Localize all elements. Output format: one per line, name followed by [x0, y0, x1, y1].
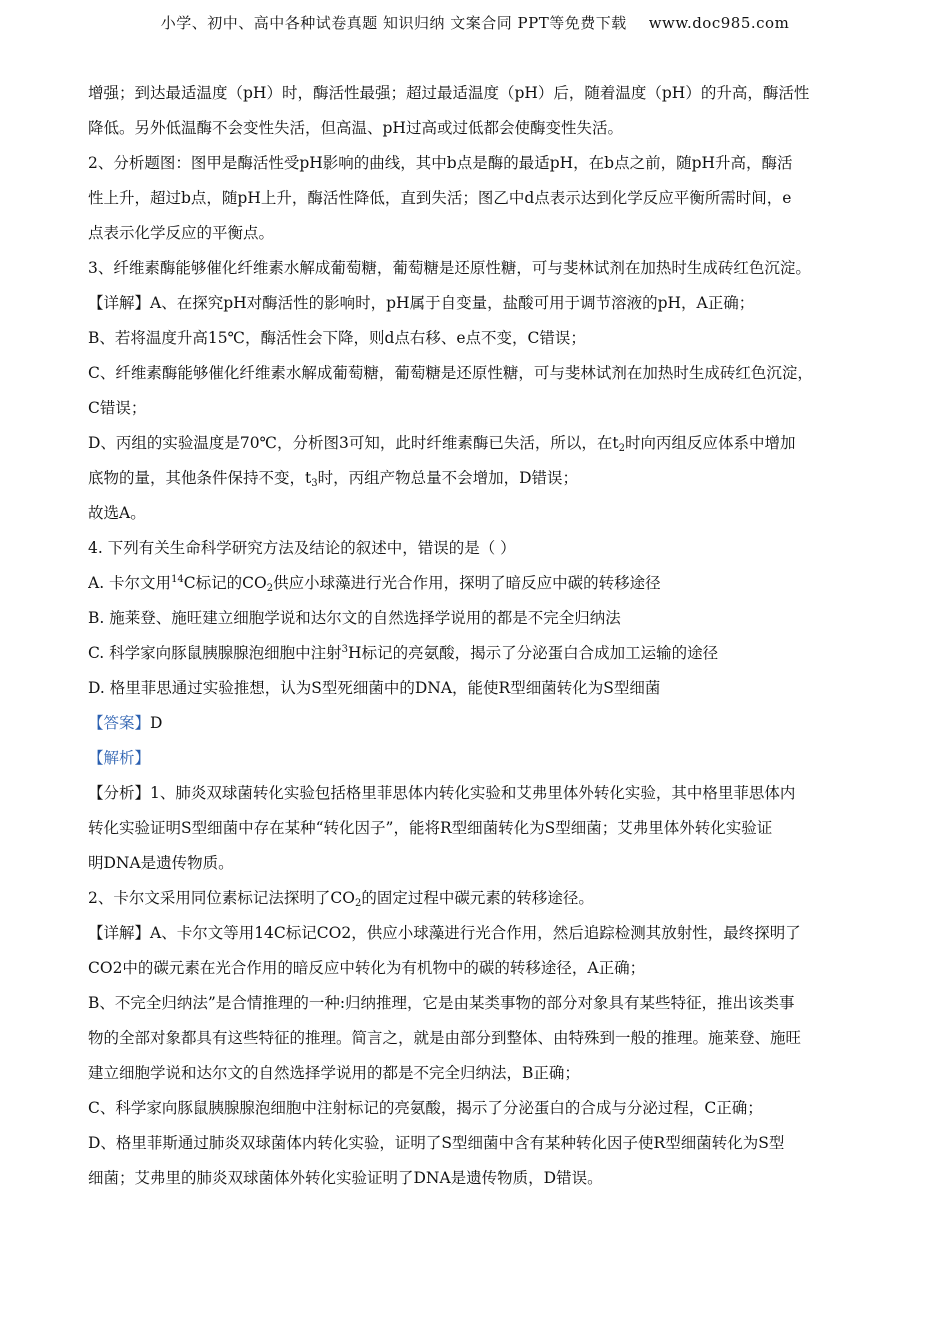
subscript: 2 — [618, 443, 625, 454]
superscript: 3 — [341, 644, 349, 655]
text-line: 性上升，超过b点，随pH上升，酶活性降低，直到失活；图乙中d点表示达到化学反应平衡所需时间，e — [88, 189, 792, 207]
text-line: C、科学家向豚鼠胰腺腺泡细胞中注射标记的亮氨酸，揭示了分泌蛋白的合成与分泌过程，C正确； — [88, 1099, 763, 1117]
text-line — [88, 426, 860, 461]
document-body — [88, 76, 860, 1196]
text-line: 【分析】1、肺炎双球菌转化实验包括格里菲思体内转化实验和艾弗里体外转化实验，其中格里菲思体内 — [88, 784, 796, 802]
option-a — [88, 566, 860, 601]
text-line: 故选A。 — [88, 504, 146, 522]
text-line: 增强；到达最适温度（pH）时，酶活性最强；超过最适温度（pH）后，随着温度（pH）的升高，酶活性 — [88, 84, 810, 102]
analysis-tag: 【解析】 — [88, 749, 151, 767]
text-segment: H标记的亮氨酸，揭示了分泌蛋白合成加工运输的途径 — [348, 644, 719, 662]
text-line: 3、纤维素酶能够催化纤维素水解成葡萄糖，葡萄糖是还原性糖，可与斐林试剂在加热时生成砖红色沉淀。 — [88, 259, 811, 277]
text-segment: 供应小球藻进行光合作用，探明了暗反应中碳的转移途径 — [273, 574, 661, 592]
header-site-link[interactable]: www.doc985.com — [648, 14, 790, 32]
text-line: B、若将温度升高15℃，酶活性会下降，则d点右移、e点不变，C错误； — [88, 329, 586, 347]
text-line — [88, 881, 860, 916]
option-b: B. 施莱登、施旺建立细胞学说和达尔文的自然选择学说用的都是不完全归纳法 — [88, 609, 621, 627]
option-c — [88, 636, 860, 671]
text-line — [88, 461, 860, 496]
subscript: 3 — [311, 478, 318, 489]
text-segment: A. 卡尔文用 — [88, 574, 172, 592]
text-segment: 底物的量，其他条件保持不变，t — [88, 469, 312, 487]
text-line: C错误； — [88, 399, 147, 417]
text-line: 细菌；艾弗里的肺炎双球菌体外转化实验证明了DNA是遗传物质，D错误。 — [88, 1169, 603, 1187]
text-line: C、纤维素酶能够催化纤维素水解成葡萄糖，葡萄糖是还原性糖，可与斐林试剂在加热时生成砖红色沉淀， — [88, 364, 813, 382]
text-segment: 2、卡尔文采用同位素标记法探明了CO — [88, 889, 355, 907]
text-line: D、格里菲斯通过肺炎双球菌体内转化实验，证明了S型细菌中含有某种转化因子使R型细菌转化为S型 — [88, 1134, 785, 1152]
text-line: B、不完全归纳法”是合情推理的一种:归纳推理，它是由某类事物的部分对象具有某些特征，推出该类事 — [88, 994, 795, 1012]
text-line: 明DNA是遗传物质。 — [88, 854, 234, 872]
text-segment: 时向丙组反应体系中增加 — [624, 434, 796, 452]
answer-line — [88, 706, 860, 741]
text-line: 降低。另外低温酶不会变性失活，但高温、pH过高或过低都会使酶变性失活。 — [88, 119, 623, 137]
subscript: 2 — [266, 583, 274, 594]
text-line: 【详解】A、在探究pH对酶活性的影响时，pH属于自变量，盐酸可用于调节溶液的pH，A正确； — [88, 294, 755, 312]
option-d: D. 格里菲思通过实验推想，认为S型死细菌中的DNA，能使R型细菌转化为S型细菌 — [88, 679, 661, 697]
text-line: 物的全部对象都具有这些特征的推理。简言之，就是由部分到整体、由特殊到一般的推理。施莱登、施旺 — [88, 1029, 802, 1047]
header-title: 小学、初中、高中各种试卷真题 知识归纳 文案合同 PPT等免费下载 — [160, 14, 627, 32]
superscript: 14 — [171, 574, 184, 585]
text-segment: C标记的CO — [183, 574, 267, 592]
question-stem: 4. 下列有关生命科学研究方法及结论的叙述中，错误的是（ ） — [88, 539, 516, 557]
text-line: CO2中的碳元素在光合作用的暗反应中转化为有机物中的碳的转移途径，A正确； — [88, 959, 646, 977]
text-segment: D、丙组的实验温度是70℃，分析图3可知，此时纤维素酶已失活，所以，在t — [88, 434, 619, 452]
text-segment: 时，丙组产物总量不会增加，D错误； — [317, 469, 579, 487]
text-line: 2、分析题图：图甲是酶活性受pH影响的曲线，其中b点是酶的最适pH，在b点之前，随pH升高，酶活 — [88, 154, 793, 172]
text-line: 【详解】A、卡尔文等用14C标记CO2，供应小球藻进行光合作用，然后追踪检测其放射性，最终探明了 — [88, 924, 801, 942]
text-segment: C. 科学家向豚鼠胰腺腺泡细胞中注射 — [88, 644, 342, 662]
text-line: 建立细胞学说和达尔文的自然选择学说用的都是不完全归纳法，B正确； — [88, 1064, 580, 1082]
page-header — [0, 12, 950, 33]
text-line: 转化实验证明S型细菌中存在某种“转化因子”，能将R型细菌转化为S型细菌；艾弗里体外转化实验证 — [88, 819, 773, 837]
text-segment: 的固定过程中碳元素的转移途径。 — [361, 889, 594, 907]
subscript: 2 — [354, 898, 362, 909]
text-line: 点表示化学反应的平衡点。 — [88, 224, 275, 242]
answer-tag: 【答案】 — [88, 714, 151, 732]
answer-value: D — [150, 714, 163, 732]
